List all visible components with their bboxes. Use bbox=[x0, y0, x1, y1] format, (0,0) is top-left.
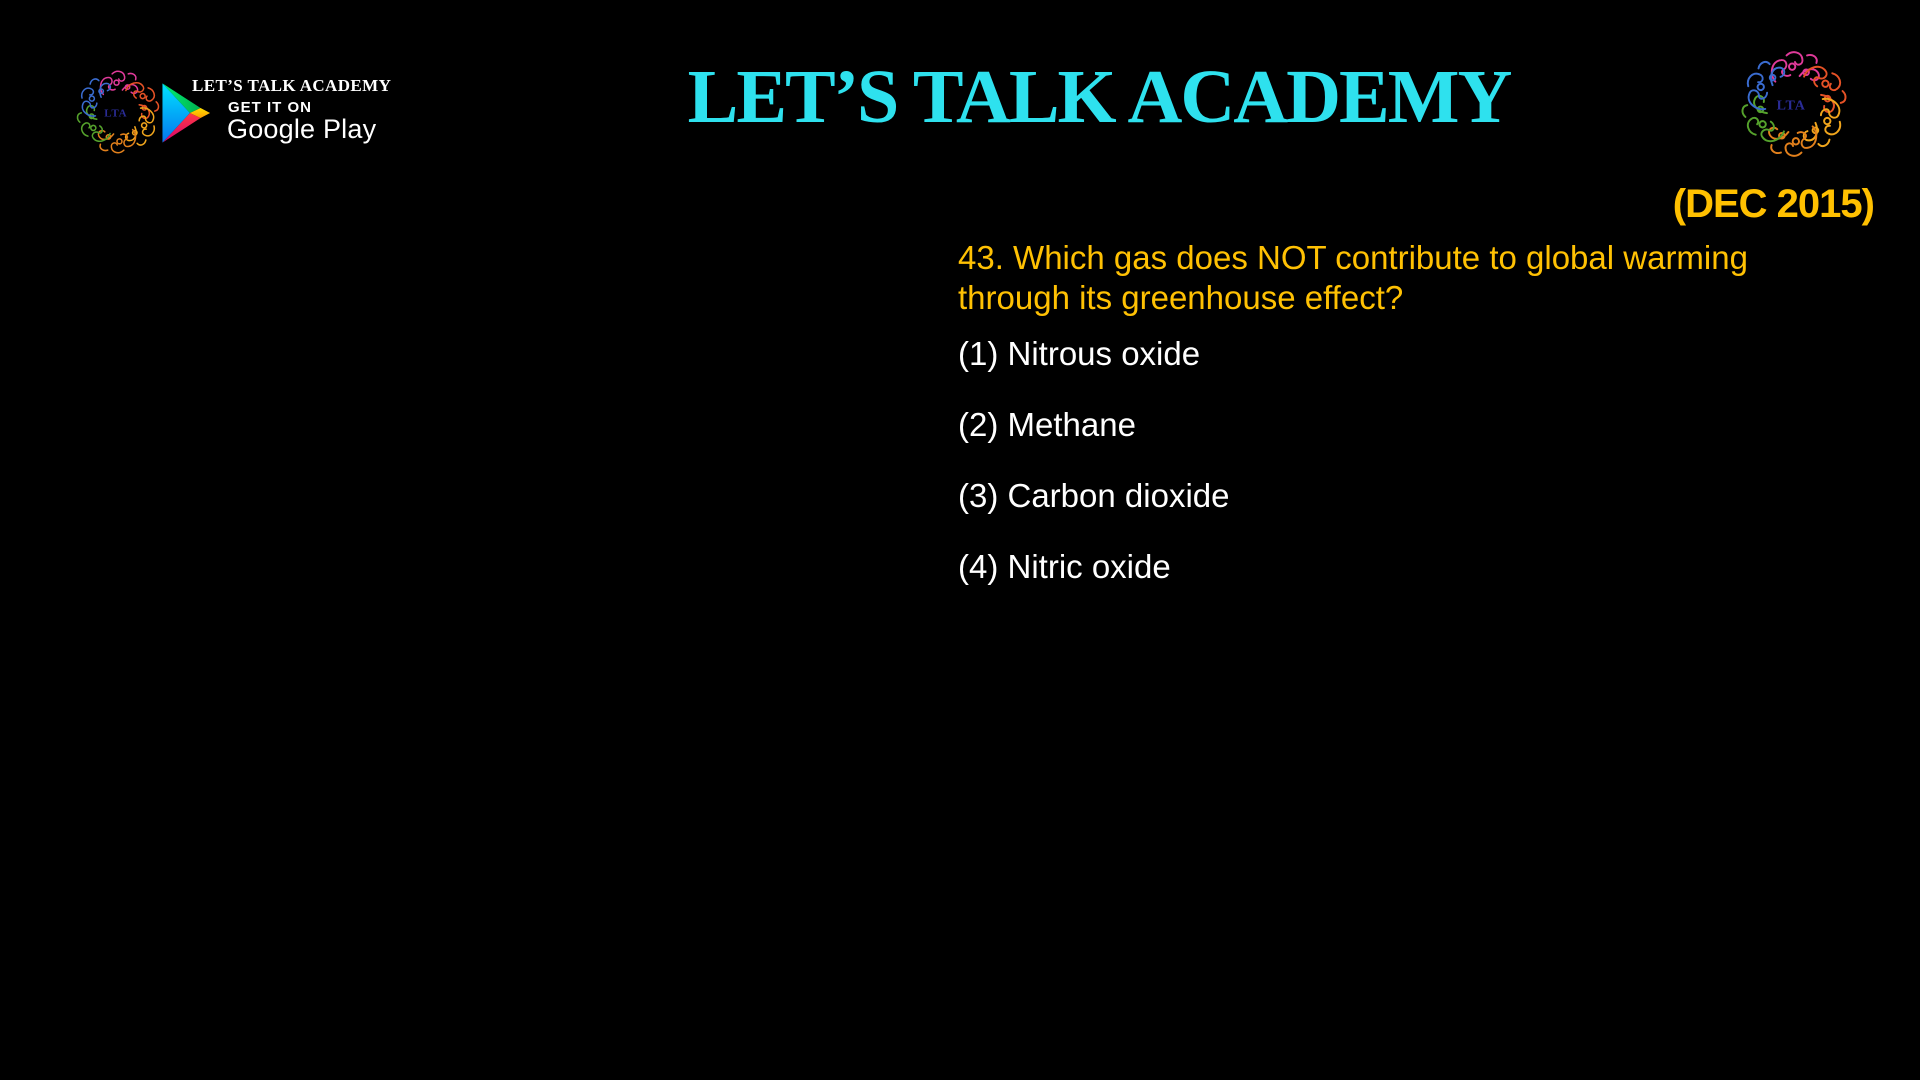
google-play-badge[interactable] bbox=[158, 74, 428, 166]
options-list bbox=[958, 334, 1229, 618]
option-4[interactable]: (4) Nitric oxide bbox=[958, 548, 1171, 585]
exam-session-tag: (DEC 2015) bbox=[1672, 182, 1874, 226]
lta-logo-icon bbox=[74, 66, 162, 158]
badge-app-title: LET’S TALK ACADEMY bbox=[192, 76, 392, 95]
lta-logo-right bbox=[1738, 46, 1850, 162]
option-1[interactable]: (1) Nitrous oxide bbox=[958, 335, 1201, 372]
badge-get-it-on-label: GET IT ON bbox=[228, 99, 312, 116]
badge-store-name: Google Play bbox=[227, 114, 377, 144]
question-text: 43. Which gas does NOT contribute to global warming through its greenhouse effect? bbox=[958, 239, 1748, 316]
page-title: LET’S TALK ACADEMY bbox=[687, 55, 1511, 139]
option-3[interactable]: (3) Carbon dioxide bbox=[958, 477, 1230, 514]
lta-logo-left bbox=[74, 66, 162, 158]
option-2[interactable]: (2) Methane bbox=[958, 406, 1136, 443]
lta-logo-icon bbox=[1738, 46, 1850, 162]
